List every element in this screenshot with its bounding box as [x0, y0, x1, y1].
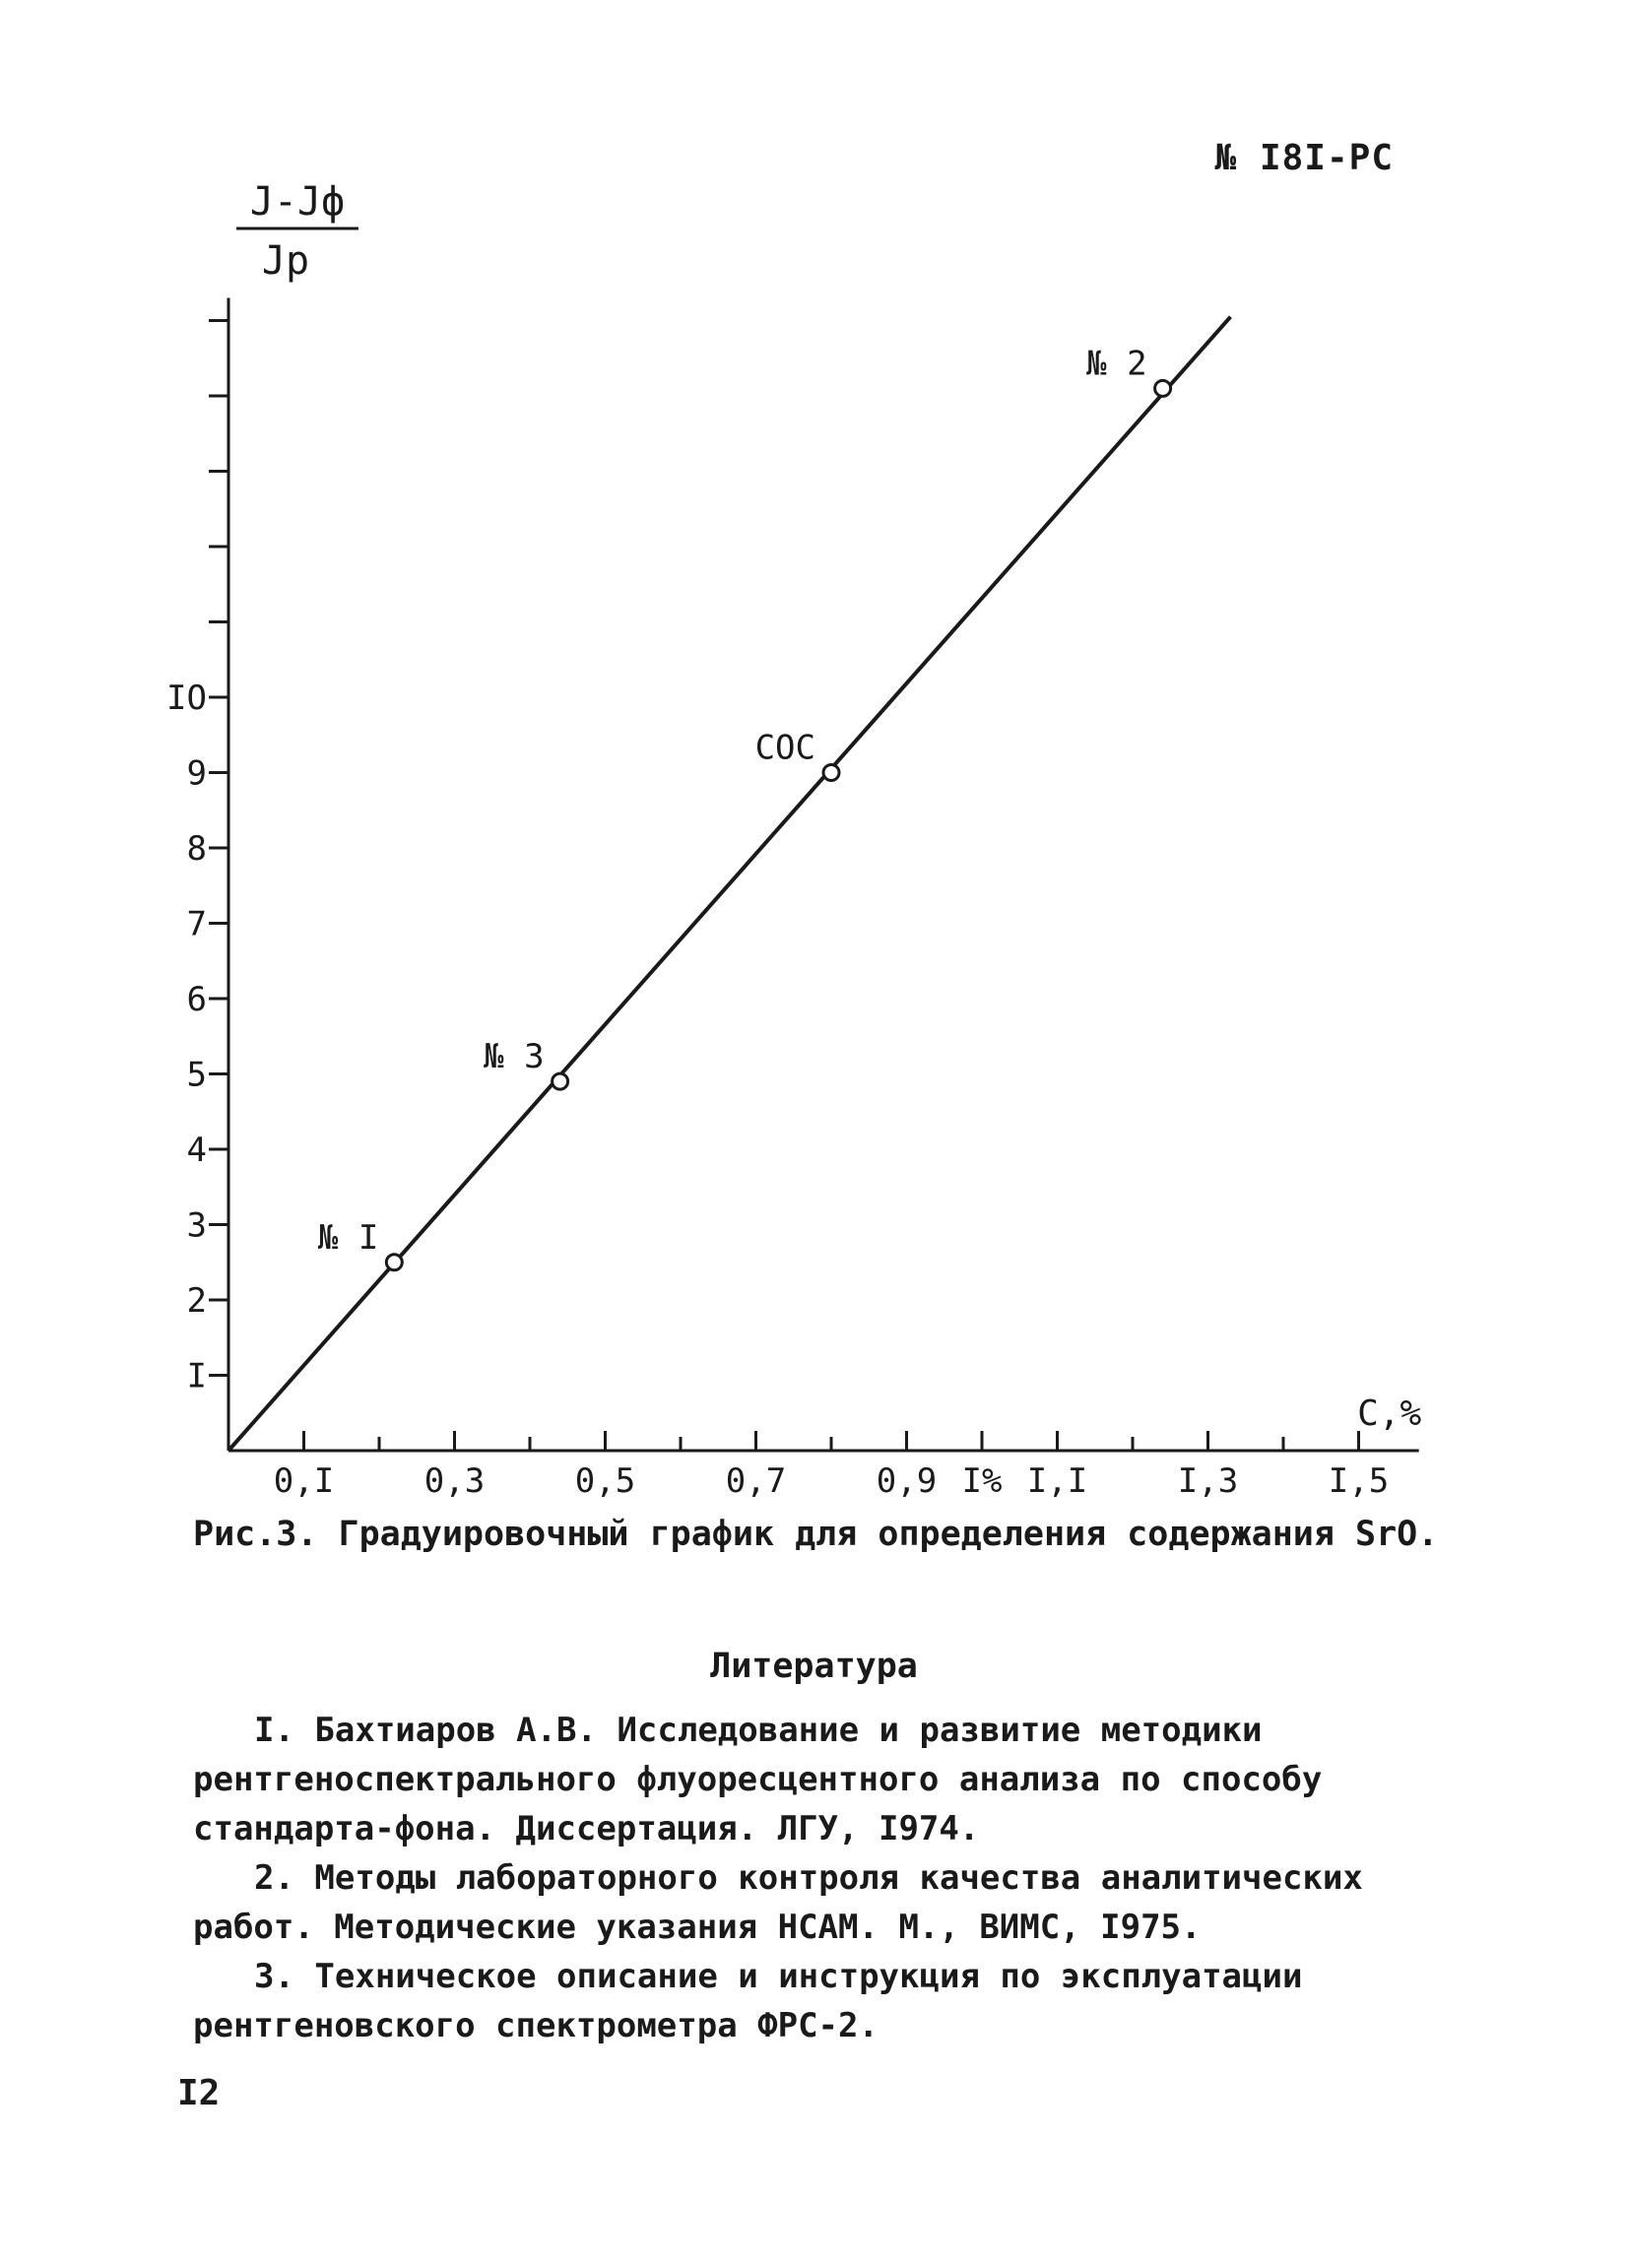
reference-item-1: I. Бахтиаров А.В. Исследование и развитие методики рентгеноспектрального флуоресцентного анализа по способу стандарта-фона. Диссертация. ЛГУ, I974. — [193, 1711, 1323, 1848]
y-tick-label: 8 — [186, 829, 207, 869]
y-tick-label: I — [186, 1356, 207, 1396]
y-tick-label: 4 — [186, 1131, 207, 1170]
data-point — [823, 765, 839, 781]
y-axis-label-numerator: Ј-Јф — [249, 179, 346, 225]
y-tick-label: IO — [166, 679, 207, 718]
data-point — [1155, 380, 1171, 396]
y-tick-label: 5 — [186, 1055, 207, 1095]
y-axis-label-denominator: Јр — [261, 238, 310, 284]
x-tick-label: 0,7 — [725, 1461, 787, 1501]
calibration-line — [228, 317, 1230, 1451]
y-tick-label: 6 — [186, 980, 207, 1019]
x-tick-label: 0,3 — [423, 1461, 486, 1501]
data-point — [386, 1255, 402, 1270]
y-tick-label: 7 — [186, 904, 207, 944]
x-tick-label: I,I — [1026, 1461, 1088, 1501]
data-point-label: № 2 — [1086, 344, 1147, 384]
document-number: № I8I-PC — [1214, 138, 1394, 178]
references-list — [193, 1706, 1434, 2050]
references-heading: Литература — [710, 1647, 918, 1686]
data-point — [553, 1073, 568, 1089]
figure-caption: Рис.3. Градуировочный график для определения содержания SrO. — [193, 1515, 1439, 1554]
y-tick-label: 3 — [186, 1205, 207, 1246]
x-tick-label: I,5 — [1328, 1461, 1390, 1501]
x-tick-label: 0,9 — [876, 1461, 938, 1501]
reference-item-3: 3. Техническое описание и инструкция по эксплуатации рентгеновского спектрометра ФРС-2. — [193, 1957, 1303, 2045]
x-tick-label: 0,I — [273, 1461, 335, 1501]
x-tick-label: I% — [961, 1461, 1003, 1501]
data-point-label: № 3 — [484, 1037, 545, 1077]
y-tick-label: 9 — [186, 753, 207, 794]
data-point-label: СОС — [754, 728, 815, 768]
x-tick-label: I,3 — [1177, 1461, 1239, 1501]
x-axis-label: C,% — [1357, 1393, 1422, 1434]
reference-item-2: 2. Методы лабораторного контроля качества аналитических работ. Методические указания НСАМ. М., ВИМС, I975. — [193, 1858, 1363, 1947]
x-tick-label: 0,5 — [574, 1461, 636, 1501]
data-point-label: № I — [317, 1217, 379, 1258]
y-tick-label: 2 — [186, 1281, 207, 1321]
page-number: I2 — [177, 2073, 221, 2113]
